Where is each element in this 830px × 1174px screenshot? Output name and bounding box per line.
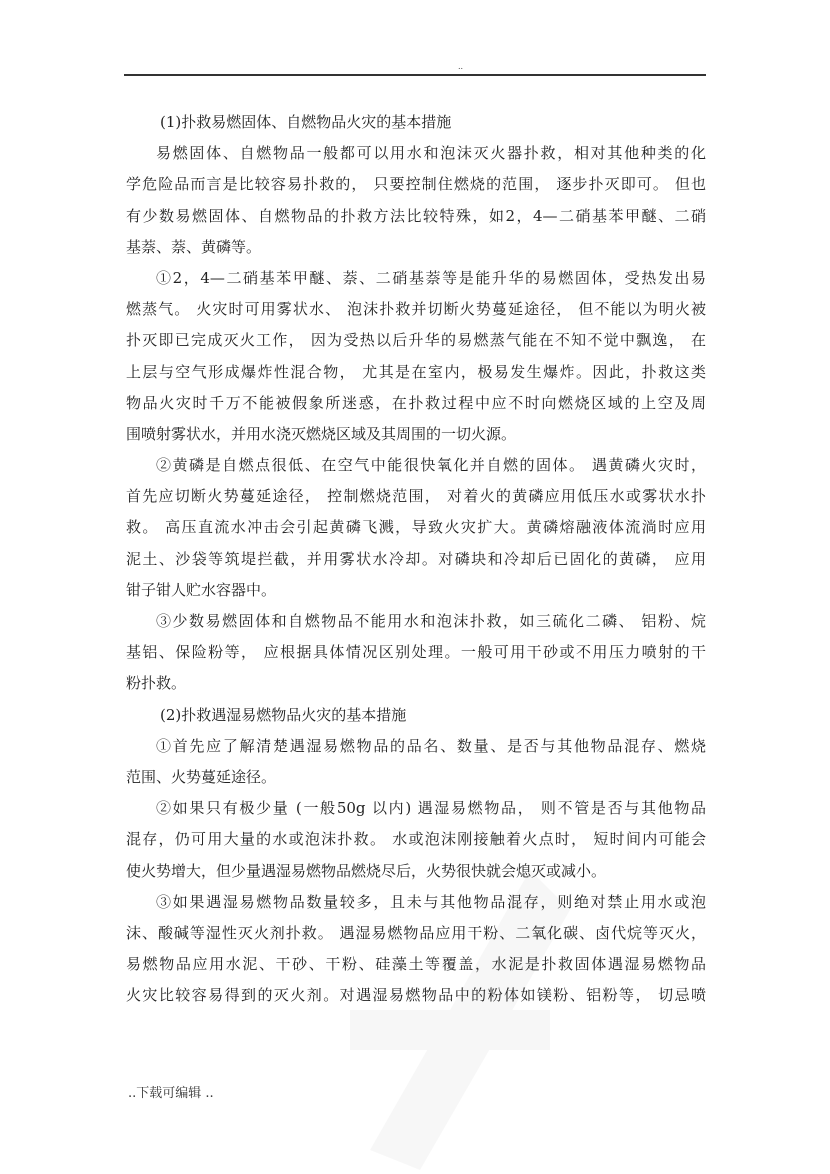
paragraph: [126, 731, 706, 793]
paragraph: [126, 263, 706, 450]
header-rule: [124, 74, 706, 76]
text-line: 物品火灾时千万不能被假象所迷惑，在扑救过程中应不时向燃烧区域的上空及周: [126, 393, 706, 412]
text-line: (2)扑救遇湿易燃物品火灾的基本措施: [160, 705, 407, 724]
text-line: 围喷射雾状水，并用水浇灭燃烧区域及其周围的一切火源。: [126, 424, 517, 443]
text-line: 粉扑救。: [126, 674, 187, 693]
paragraph: [126, 450, 706, 606]
paragraph: [126, 887, 706, 1012]
text-line: 燃蒸气。 火灾时可用雾状水、 泡沫扑救并切断火势蔓延途径， 但不能以为明火被: [126, 300, 706, 319]
text-line: 混存，仍可用大量的水或泡沫扑救。 水或泡沫刚接触着火点时， 短时间内可能会: [126, 830, 706, 849]
text-line: 救。 高压直流水冲击会引起黄磷飞溅，导致火灾扩大。黄磷熔融液体流淌时应用: [126, 518, 706, 537]
text-line: 上层与空气形成爆炸性混合物， 尤其是在室内，极易发生爆炸。因此，扑救这类: [126, 362, 706, 381]
text-line: 范围、火势蔓延途径。: [126, 767, 277, 786]
text-line: 有少数易燃固体、自燃物品的扑救方法比较特殊，如2，4—二硝基苯甲醚、二硝: [126, 206, 706, 225]
paragraph: [126, 606, 706, 700]
text-line: 扑灭即已完成灭火工作， 因为受热以后升华的易燃蒸气能在不知不觉中飘逸， 在: [126, 331, 706, 350]
paragraph: [126, 793, 706, 887]
text-line: 易燃物品应用水泥、干砂、干粉、硅藻土等覆盖，水泥是扑救固体遇湿易燃物品: [126, 955, 706, 974]
text-line: 泥土、沙袋等筑堤拦截，并用雾状水冷却。对磷块和冷却后已固化的黄磷， 应用: [126, 549, 706, 568]
text-line: (1)扑救易燃固体、自燃物品火灾的基本措施: [160, 113, 452, 131]
text-line: 首先应切断火势蔓延途径， 控制燃烧范围， 对着火的黄磷应用低压水或雾状水扑: [126, 487, 706, 506]
section-heading: [126, 700, 706, 731]
text-line: ①2，4—二硝基苯甲醚、萘、二硝基萘等是能升华的易燃固体，受热发出易: [156, 268, 706, 287]
text-line: 使火势增大，但少量遇湿易燃物品燃烧尽后，火势很快就会熄灭或减小。: [126, 861, 607, 880]
paragraph: [126, 138, 706, 263]
text-line: 沫、酸碱等湿性灭火剂扑救。 遇湿易燃物品应用干粉、二氧化碳、卤代烷等灭火，: [126, 923, 706, 942]
text-line: 基铝、保险粉等， 应根据具体情况区别处理。一般可用干砂或不用压力喷射的干: [126, 643, 706, 662]
header-mark: ..: [458, 62, 464, 71]
text-line: ②黄磷是自燃点很低、在空气中能很快氧化并自燃的固体。 遇黄磷火灾时，: [156, 456, 706, 475]
page-footer: ..下载可编辑 ..: [128, 1086, 214, 1101]
text-line: ③少数易燃固体和自燃物品不能用水和泡沫扑救，如三硫化二磷、 铝粉、烷: [156, 612, 706, 630]
text-line: 基萘、萘、黄磷等。: [126, 237, 262, 256]
text-line: 易燃固体、自燃物品一般都可以用水和泡沫灭火器扑救，相对其他种类的化: [156, 144, 706, 163]
text-line: ①首先应了解清楚遇湿易燃物品的品名、数量、是否与其他物品混存、燃烧: [156, 736, 706, 755]
text-line: 火灾比较容易得到的灭火剂。对遇湿易燃物品中的粉体如镁粉、铝粉等， 切忌喷: [126, 986, 706, 1005]
text-line: 钳子钳人贮水容器中。: [126, 580, 277, 599]
section-heading: [126, 107, 706, 138]
text-line: ③如果遇湿易燃物品数量较多，且未与其他物品混存，则绝对禁止用水或泡: [156, 892, 706, 911]
text-line: ②如果只有极少量 (一般50g 以内) 遇湿易燃物品， 则不管是否与其他物品: [156, 799, 706, 818]
text-line: 学危险品而言是比较容易扑救的， 只要控制住燃烧的范围， 逐步扑灭即可。 但也: [126, 175, 706, 194]
document-body: [126, 107, 706, 1011]
